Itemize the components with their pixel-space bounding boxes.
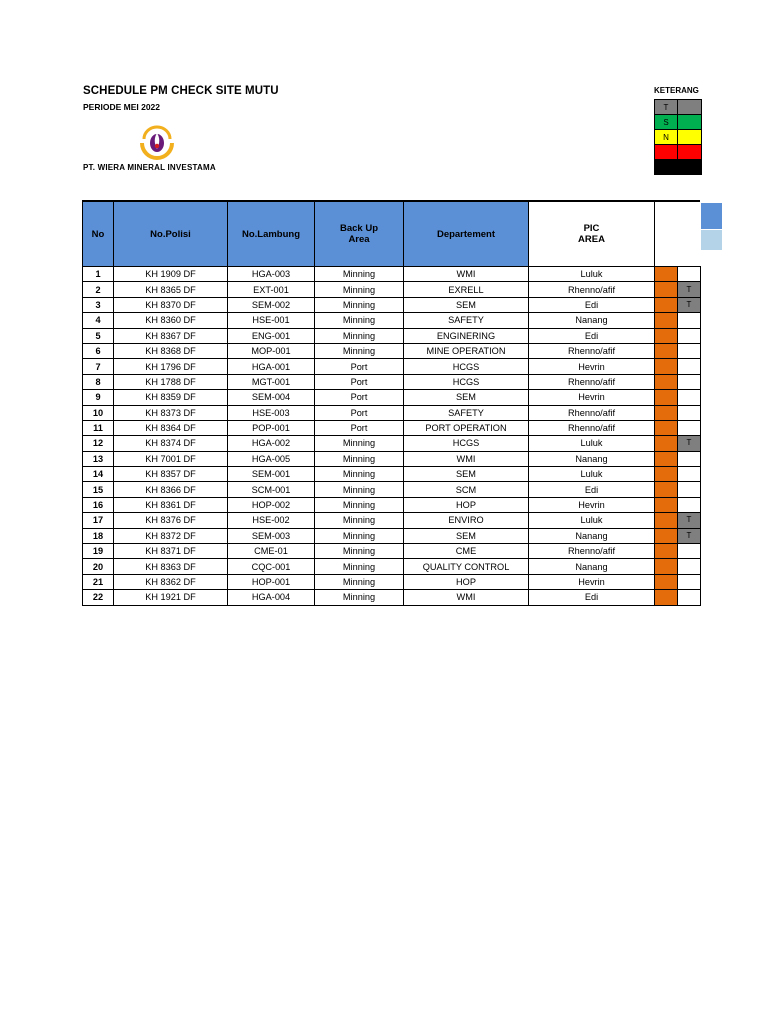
legend-row	[655, 160, 702, 175]
cell-area: Minning	[315, 313, 404, 328]
cell-no: 6	[83, 343, 114, 358]
legend-row	[655, 145, 702, 160]
cell-day-2	[678, 359, 701, 374]
cell-area: Minning	[315, 528, 404, 543]
cell-polisi: KH 8373 DF	[114, 405, 228, 420]
cell-day-2	[678, 497, 701, 512]
cell-polisi: KH 8365 DF	[114, 282, 228, 297]
cell-area: Minning	[315, 467, 404, 482]
cell-departement: HCGS	[404, 436, 529, 451]
cell-no: 18	[83, 528, 114, 543]
cell-day-1	[655, 343, 678, 358]
cell-pic: Hevrin	[529, 497, 655, 512]
cell-lambung: ENG-001	[228, 328, 315, 343]
document-title: SCHEDULE PM CHECK SITE MUTU	[83, 85, 279, 97]
col-header-departement: Departement	[404, 202, 529, 267]
cell-no: 16	[83, 497, 114, 512]
legend-table	[654, 99, 702, 175]
cell-pic: Nanang	[529, 528, 655, 543]
cell-no: 2	[83, 282, 114, 297]
cell-departement: HOP	[404, 574, 529, 589]
cell-area: Minning	[315, 328, 404, 343]
cell-area: Minning	[315, 513, 404, 528]
cell-lambung: HGA-005	[228, 451, 315, 466]
cell-no: 4	[83, 313, 114, 328]
legend-code	[655, 145, 678, 160]
cell-area: Minning	[315, 267, 404, 282]
cell-pic: Rhenno/afif	[529, 343, 655, 358]
cell-area: Minning	[315, 497, 404, 512]
cell-lambung: MGT-001	[228, 374, 315, 389]
col-header-pic-area	[529, 202, 655, 267]
cell-day-1	[655, 420, 678, 435]
cell-day-2	[678, 482, 701, 497]
cell-day-1	[655, 328, 678, 343]
cell-polisi: KH 8366 DF	[114, 482, 228, 497]
cell-lambung: HGA-002	[228, 436, 315, 451]
company-name: PT. WIERA MINERAL INVESTAMA	[83, 163, 216, 172]
cell-departement: WMI	[404, 590, 529, 605]
cell-departement: QUALITY CONTROL	[404, 559, 529, 574]
cell-lambung: SEM-001	[228, 467, 315, 482]
cell-no: 3	[83, 297, 114, 312]
cell-no: 8	[83, 374, 114, 389]
cell-area: Minning	[315, 559, 404, 574]
cell-departement: WMI	[404, 267, 529, 282]
col-header-no: No	[83, 202, 114, 267]
table-row	[83, 359, 701, 374]
cell-no: 19	[83, 544, 114, 559]
cell-no: 20	[83, 559, 114, 574]
cell-departement: ENGINERING	[404, 328, 529, 343]
cell-polisi: KH 8359 DF	[114, 390, 228, 405]
cell-day-1	[655, 574, 678, 589]
legend-row	[655, 100, 702, 115]
cell-no: 1	[83, 267, 114, 282]
cell-no: 11	[83, 420, 114, 435]
legend-code: S	[655, 115, 678, 130]
cell-pic: Edi	[529, 590, 655, 605]
cell-day-2	[678, 574, 701, 589]
cell-lambung: MOP-001	[228, 343, 315, 358]
legend-swatch	[678, 130, 702, 145]
table-row	[83, 405, 701, 420]
cell-day-1	[655, 267, 678, 282]
period-label: PERIODE MEI 2022	[83, 102, 161, 112]
legend-swatch	[678, 160, 702, 175]
col-header-polisi: No.Polisi	[114, 202, 228, 267]
cell-departement: WMI	[404, 451, 529, 466]
cell-polisi: KH 1909 DF	[114, 267, 228, 282]
cell-departement: HCGS	[404, 374, 529, 389]
day-1-header-spacer	[655, 202, 678, 267]
cell-day-2	[678, 267, 701, 282]
cell-pic: Nanang	[529, 451, 655, 466]
col-header-lambung: No.Lambung	[228, 202, 315, 267]
cell-lambung: CQC-001	[228, 559, 315, 574]
cell-day-1	[655, 436, 678, 451]
cell-area: Port	[315, 374, 404, 389]
cell-departement: MINE OPERATION	[404, 343, 529, 358]
cell-day-1	[655, 451, 678, 466]
cell-day-2	[678, 420, 701, 435]
cell-day-2: T	[678, 282, 701, 297]
cell-departement: SAFETY	[404, 313, 529, 328]
cell-polisi: KH 8367 DF	[114, 328, 228, 343]
table-row	[83, 590, 701, 605]
cell-day-1	[655, 544, 678, 559]
cell-lambung: HGA-004	[228, 590, 315, 605]
cell-day-2: T	[678, 528, 701, 543]
cell-area: Port	[315, 359, 404, 374]
cell-no: 9	[83, 390, 114, 405]
cell-no: 7	[83, 359, 114, 374]
cell-lambung: HSE-002	[228, 513, 315, 528]
cell-departement: HOP	[404, 497, 529, 512]
cell-no: 14	[83, 467, 114, 482]
cell-lambung: HOP-001	[228, 574, 315, 589]
cell-polisi: KH 8372 DF	[114, 528, 228, 543]
cell-lambung: SCM-001	[228, 482, 315, 497]
legend-swatch	[678, 115, 702, 130]
backup-line2: Area	[348, 234, 370, 245]
cell-pic: Edi	[529, 328, 655, 343]
cell-day-2	[678, 390, 701, 405]
cell-day-2	[678, 374, 701, 389]
pic-line1: PIC	[583, 223, 600, 234]
cell-departement: CME	[404, 544, 529, 559]
legend-swatch	[678, 100, 702, 115]
cell-day-2	[678, 467, 701, 482]
cell-lambung: SEM-003	[228, 528, 315, 543]
cell-day-1	[655, 405, 678, 420]
cell-pic: Luluk	[529, 513, 655, 528]
cell-polisi: KH 8361 DF	[114, 497, 228, 512]
table-row	[83, 374, 701, 389]
table-row	[83, 267, 701, 282]
cell-polisi: KH 1788 DF	[114, 374, 228, 389]
cell-lambung: SEM-004	[228, 390, 315, 405]
cell-day-1	[655, 559, 678, 574]
cell-day-2	[678, 451, 701, 466]
cell-lambung: EXT-001	[228, 282, 315, 297]
cell-day-1	[655, 282, 678, 297]
cell-polisi: KH 8364 DF	[114, 420, 228, 435]
col-header-backup-area	[315, 202, 404, 267]
cell-day-2	[678, 313, 701, 328]
table-row	[83, 528, 701, 543]
table-row	[83, 544, 701, 559]
cell-day-1	[655, 467, 678, 482]
cell-day-2	[678, 405, 701, 420]
cell-lambung: SEM-002	[228, 297, 315, 312]
cell-pic: Edi	[529, 297, 655, 312]
cell-day-1	[655, 590, 678, 605]
cell-pic: Luluk	[529, 267, 655, 282]
cell-departement: ENVIRO	[404, 513, 529, 528]
cell-no: 15	[83, 482, 114, 497]
cell-pic: Hevrin	[529, 574, 655, 589]
cell-pic: Nanang	[529, 559, 655, 574]
legend-swatch	[678, 145, 702, 160]
cell-day-2	[678, 559, 701, 574]
cell-polisi: KH 8362 DF	[114, 574, 228, 589]
cell-area: Minning	[315, 574, 404, 589]
table-row	[83, 282, 701, 297]
cell-day-1	[655, 313, 678, 328]
table-row	[83, 482, 701, 497]
cell-pic: Luluk	[529, 467, 655, 482]
cell-polisi: KH 8374 DF	[114, 436, 228, 451]
cell-polisi: KH 8368 DF	[114, 343, 228, 358]
cell-day-2: T	[678, 297, 701, 312]
cell-no: 17	[83, 513, 114, 528]
legend-row	[655, 130, 702, 145]
cell-lambung: HSE-001	[228, 313, 315, 328]
cell-day-2	[678, 328, 701, 343]
cell-departement: EXRELL	[404, 282, 529, 297]
table-row	[83, 513, 701, 528]
cell-area: Minning	[315, 436, 404, 451]
company-logo	[136, 125, 178, 161]
legend-title: KETERANG	[654, 86, 699, 95]
cell-polisi: KH 7001 DF	[114, 451, 228, 466]
table-row	[83, 574, 701, 589]
day-2-header-spacer	[678, 202, 701, 267]
cell-lambung: HGA-003	[228, 267, 315, 282]
schedule-table	[82, 201, 701, 606]
table-row	[83, 390, 701, 405]
cell-day-2	[678, 343, 701, 358]
table-row	[83, 451, 701, 466]
pic-line2: AREA	[578, 234, 605, 245]
table-row	[83, 559, 701, 574]
cell-polisi: KH 8371 DF	[114, 544, 228, 559]
cell-polisi: KH 8363 DF	[114, 559, 228, 574]
cell-pic: Rhenno/afif	[529, 374, 655, 389]
cell-area: Minning	[315, 590, 404, 605]
table-row	[83, 313, 701, 328]
cell-departement: HCGS	[404, 359, 529, 374]
cell-day-1	[655, 297, 678, 312]
cell-departement: SEM	[404, 467, 529, 482]
legend-code: N	[655, 130, 678, 145]
cell-lambung: HSE-003	[228, 405, 315, 420]
cell-day-1	[655, 528, 678, 543]
cell-pic: Luluk	[529, 436, 655, 451]
cell-pic: Hevrin	[529, 390, 655, 405]
cell-pic: Rhenno/afif	[529, 282, 655, 297]
cell-pic: Rhenno/afif	[529, 420, 655, 435]
cell-departement: SAFETY	[404, 405, 529, 420]
cell-polisi: KH 8357 DF	[114, 467, 228, 482]
cell-lambung: HGA-001	[228, 359, 315, 374]
cell-polisi: KH 8376 DF	[114, 513, 228, 528]
cell-no: 12	[83, 436, 114, 451]
table-row	[83, 420, 701, 435]
cell-lambung: CME-01	[228, 544, 315, 559]
cell-departement: PORT OPERATION	[404, 420, 529, 435]
cell-area: Minning	[315, 482, 404, 497]
cell-lambung: HOP-002	[228, 497, 315, 512]
cell-no: 22	[83, 590, 114, 605]
cell-day-2	[678, 544, 701, 559]
cell-no: 13	[83, 451, 114, 466]
cell-area: Port	[315, 405, 404, 420]
table-row	[83, 436, 701, 451]
cell-departement: SEM	[404, 390, 529, 405]
cell-day-1	[655, 390, 678, 405]
cell-pic: Hevrin	[529, 359, 655, 374]
cell-no: 5	[83, 328, 114, 343]
table-row	[83, 343, 701, 358]
legend-row	[655, 115, 702, 130]
table-row	[83, 297, 701, 312]
cell-pic: Edi	[529, 482, 655, 497]
cell-day-1	[655, 359, 678, 374]
cell-area: Port	[315, 420, 404, 435]
table-row	[83, 497, 701, 512]
cell-no: 10	[83, 405, 114, 420]
cell-departement: SEM	[404, 297, 529, 312]
cell-departement: SEM	[404, 528, 529, 543]
cell-area: Minning	[315, 544, 404, 559]
legend-code: T	[655, 100, 678, 115]
cell-lambung: POP-001	[228, 420, 315, 435]
cell-area: Minning	[315, 343, 404, 358]
legend-code	[655, 160, 678, 175]
cell-day-2: T	[678, 436, 701, 451]
table-row	[83, 328, 701, 343]
backup-line1: Back Up	[339, 223, 378, 234]
table-row	[83, 467, 701, 482]
cell-day-1	[655, 374, 678, 389]
cell-polisi: KH 8370 DF	[114, 297, 228, 312]
cell-pic: Rhenno/afif	[529, 405, 655, 420]
cell-area: Port	[315, 390, 404, 405]
cell-day-2: T	[678, 513, 701, 528]
cell-no: 21	[83, 574, 114, 589]
cell-area: Minning	[315, 451, 404, 466]
cell-day-1	[655, 513, 678, 528]
cell-day-2	[678, 590, 701, 605]
cell-day-1	[655, 482, 678, 497]
cell-polisi: KH 8360 DF	[114, 313, 228, 328]
cell-polisi: KH 1796 DF	[114, 359, 228, 374]
cell-area: Minning	[315, 297, 404, 312]
cell-departement: SCM	[404, 482, 529, 497]
cell-day-1	[655, 497, 678, 512]
cell-area: Minning	[315, 282, 404, 297]
cell-polisi: KH 1921 DF	[114, 590, 228, 605]
cell-pic: Rhenno/afif	[529, 544, 655, 559]
cell-pic: Nanang	[529, 313, 655, 328]
